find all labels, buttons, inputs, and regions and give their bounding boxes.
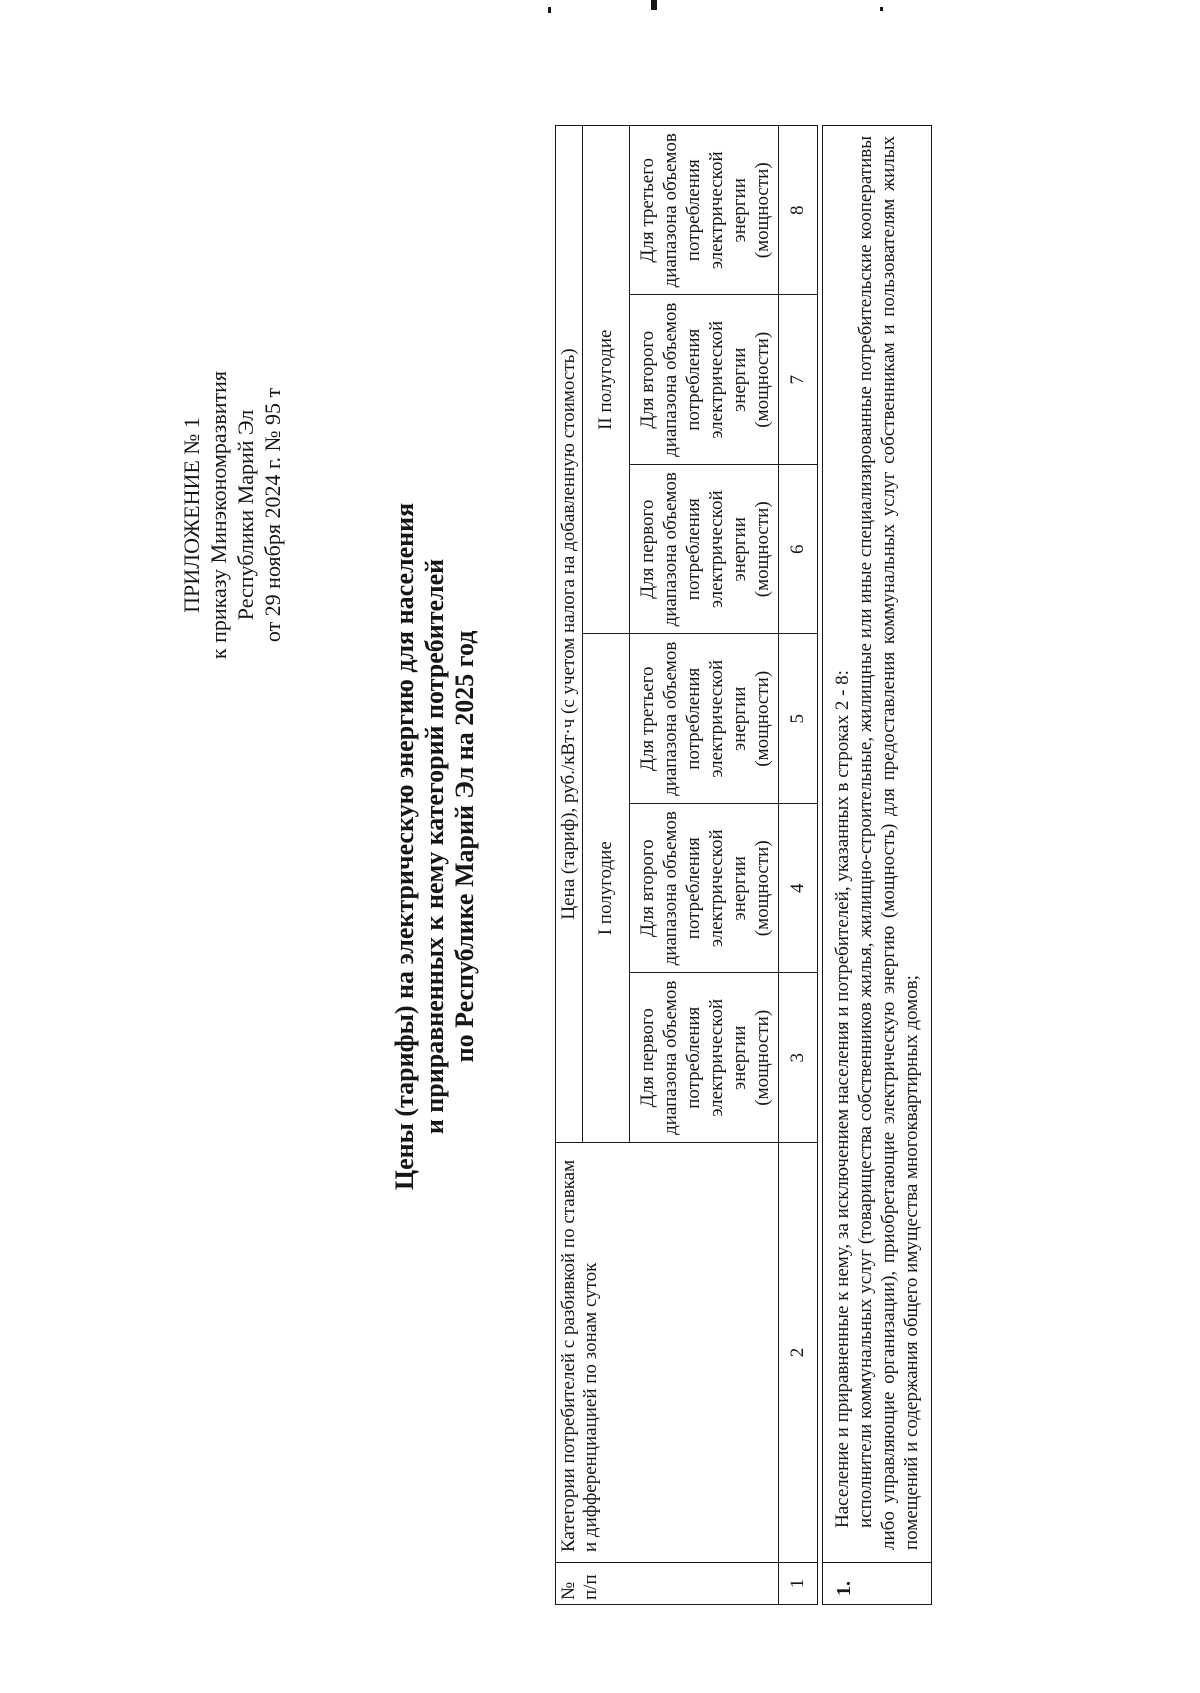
scan-mark <box>651 0 657 10</box>
column-number: 6 <box>779 465 818 635</box>
section-text-line1: Население и приравненные к нему, за исключением населения и потребителей, указанных в строках 2 - 8: <box>832 670 853 1528</box>
header-number: № п/п <box>556 1563 779 1605</box>
appendix-heading <box>178 280 286 750</box>
header-row <box>556 126 583 1605</box>
section-description <box>823 126 932 1563</box>
column-number: 3 <box>779 973 818 1143</box>
title-line: по Республике Марий Эл на 2025 год <box>450 630 479 1063</box>
column-number: 5 <box>779 634 818 804</box>
header-half-1: I полугодие <box>583 634 630 1143</box>
column-number: 4 <box>779 804 818 974</box>
document-title <box>390 330 480 1363</box>
section-row <box>823 126 932 1605</box>
header-price: Цена (тариф), руб./кВт·ч (с учетом налога на добавленную стоимость) <box>556 126 583 1143</box>
title-line: и приравненных к нему категорий потребителей <box>420 558 449 1135</box>
column-number: 8 <box>779 126 818 296</box>
header-category: Категории потребителей с разбивкой по ставкам и дифференциацией по зонам суток <box>556 1143 779 1563</box>
header-range-2: Для второго диапазона объемов потребления электрической энергии (мощности) <box>630 295 779 465</box>
header-range-3: Для третьего диапазона объемов потребления электрической энергии (мощности) <box>630 634 779 804</box>
appendix-line: Республики Марий Эл <box>233 409 258 621</box>
header-range-1: Для первого диапазона объемов потребления электрической энергии (мощности) <box>630 465 779 635</box>
scan-mark <box>548 7 551 13</box>
header-range-2: Для второго диапазона объемов потребления электрической энергии (мощности) <box>630 804 779 974</box>
appendix-line: ПРИЛОЖЕНИЕ № 1 <box>179 417 204 613</box>
column-number: 7 <box>779 295 818 465</box>
section-number: 1. <box>823 1563 932 1605</box>
section-text-rest: исполнители коммунальных услуг (товарищества собственников жилья, жилищно-строительные, жилищные или иные специализированные потребительские кооперативы либо управляющие организации), приобретающие электрическую энергию (мощность) для предоставления коммунальных услуг собственникам и пользователям жилых помещений и содержания общего имущества многоквартирных домов; <box>855 136 922 1550</box>
column-number: 1 <box>779 1563 818 1605</box>
title-line: Цены (тарифы) на электрическую энергию для населения <box>390 502 419 1191</box>
scan-mark <box>880 7 883 11</box>
appendix-line: к приказу Минэкономразвития <box>206 370 231 660</box>
column-number-row <box>779 126 818 1605</box>
header-range-1: Для первого диапазона объемов потребления электрической энергии (мощности) <box>630 973 779 1143</box>
tariff-table <box>555 125 932 1605</box>
header-range-3: Для третьего диапазона объемов потребления электрической энергии (мощности) <box>630 126 779 296</box>
column-number: 2 <box>779 1143 818 1563</box>
header-half-2: II полугодие <box>583 126 630 635</box>
appendix-line: от 29 ноября 2024 г. № 95 т <box>260 387 285 643</box>
